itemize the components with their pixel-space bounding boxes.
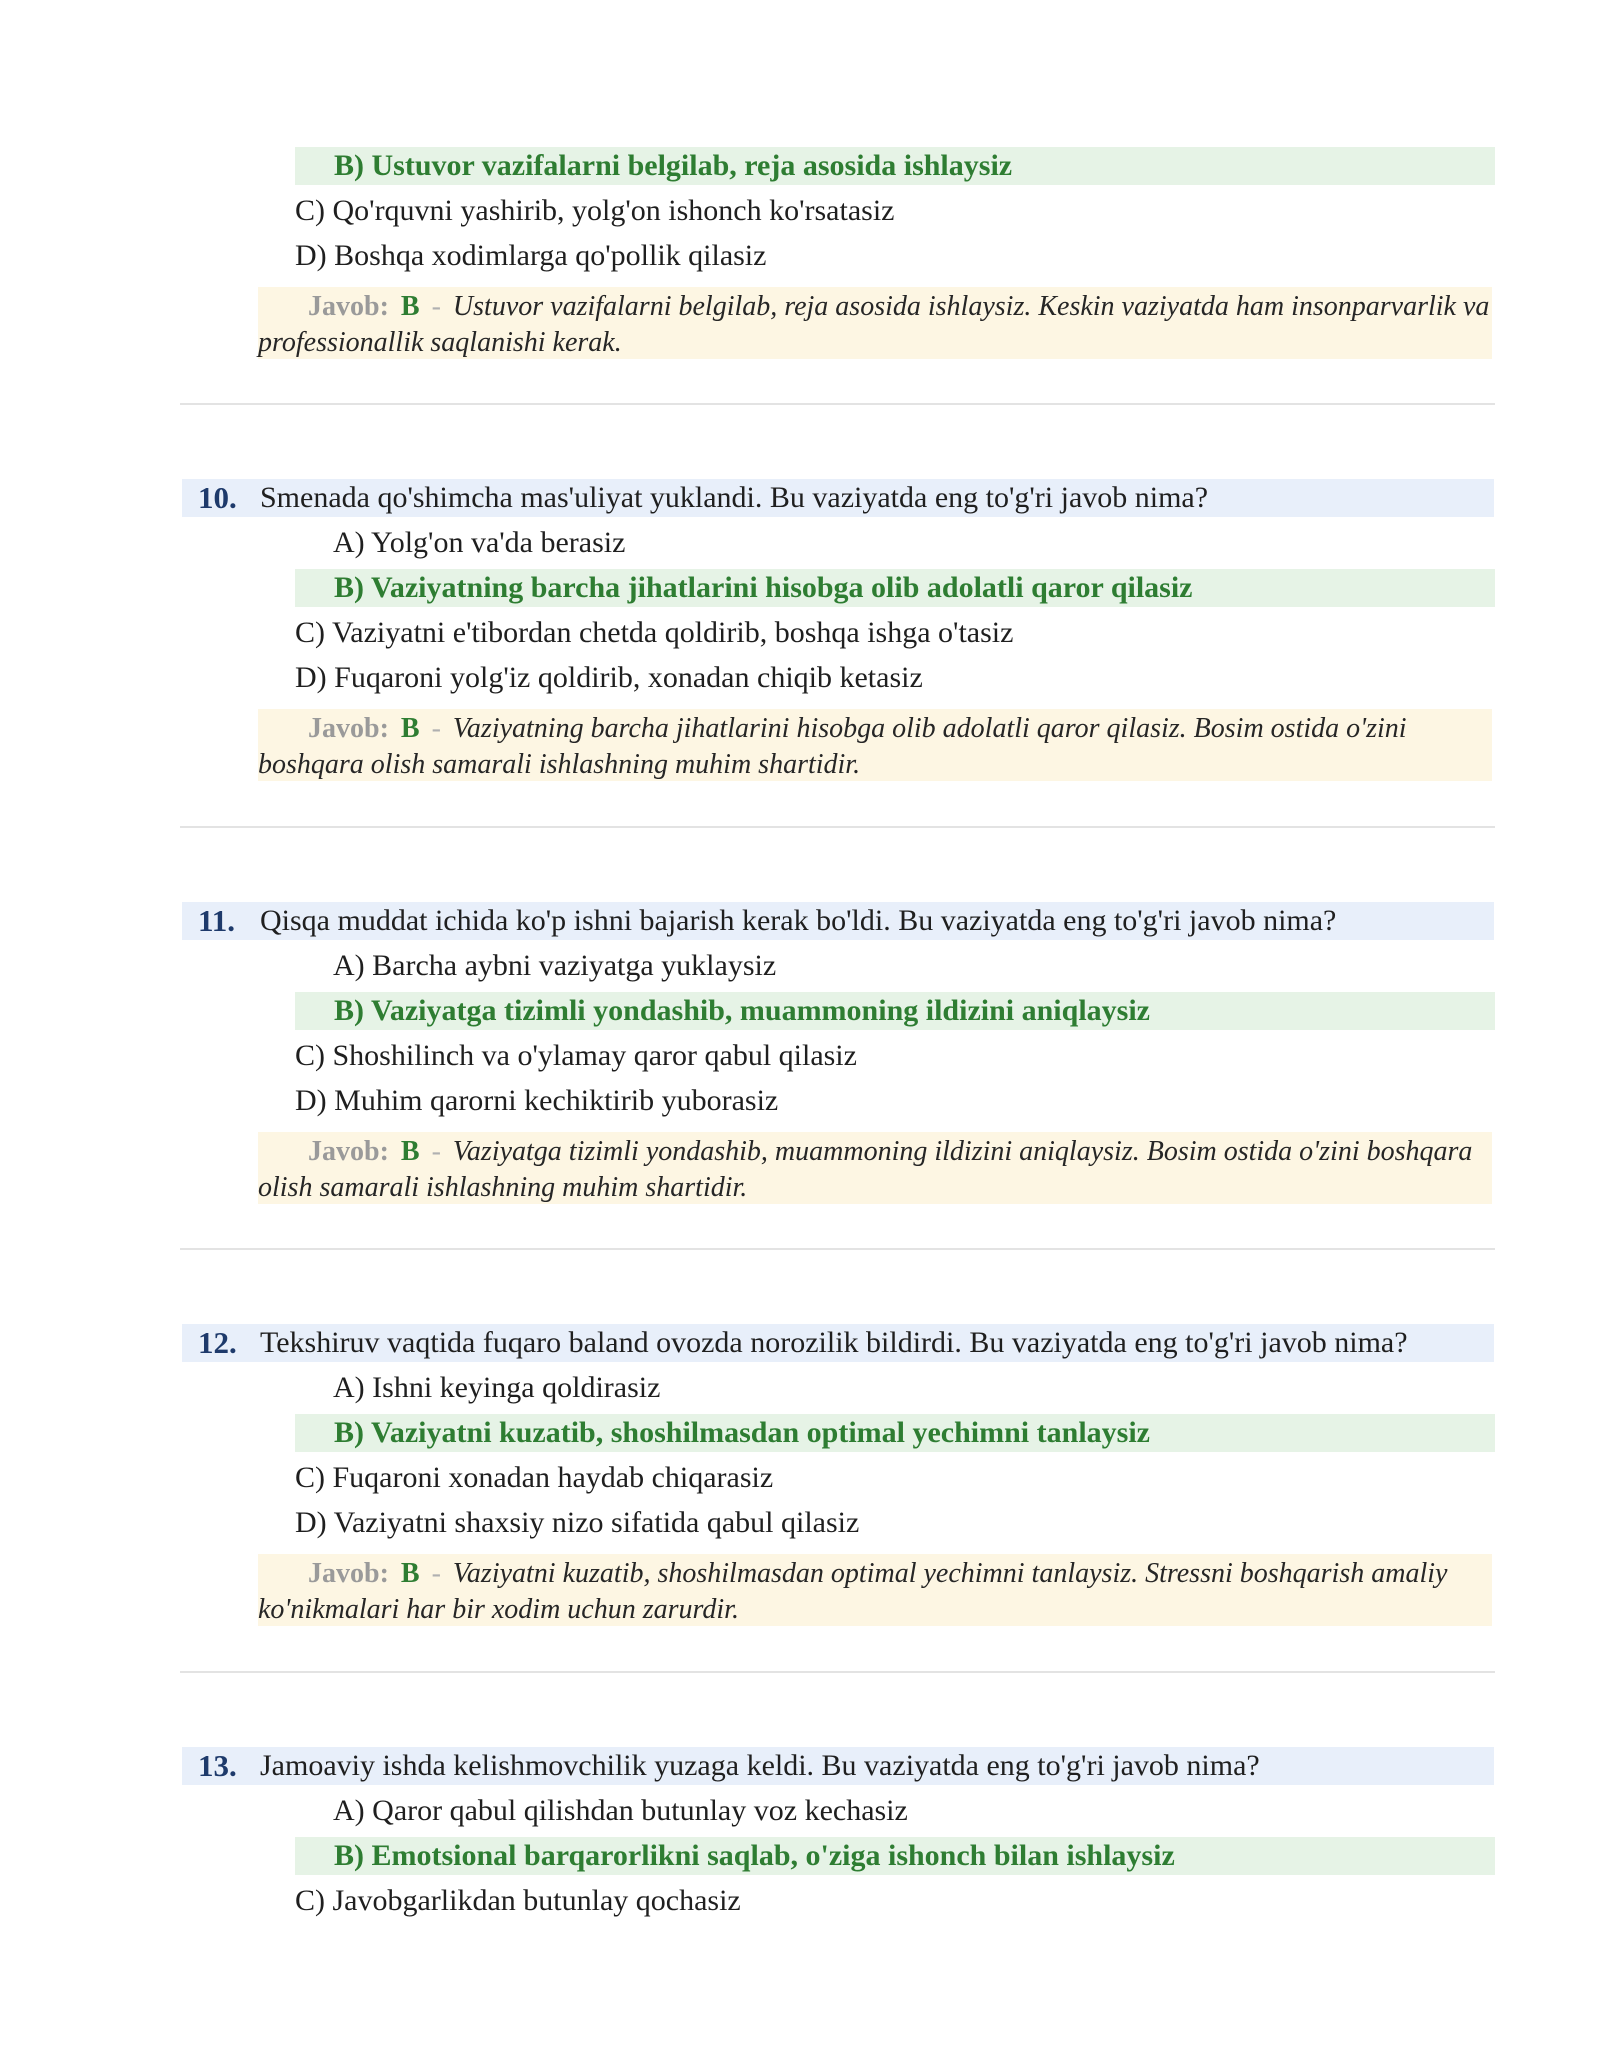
answer-dash: - [431,713,441,744]
answer-letter: B [400,1136,420,1167]
answer-dash: - [431,1136,441,1167]
answer-dash: - [431,1558,441,1589]
answer-explanation: Vaziyatning barcha jihatlarini hisobga olib adolatli qaror qilasiz. Bosim ostida o'zini boshqara olish samarali ishlashning muhim shartidir. [258,713,1407,780]
question-10 [182,479,1494,517]
answer-letter: B [400,291,420,322]
q10-option-b-correct: B) Vaziyatning barcha jihatlarini hisobga olib adolatli qaror qilasiz [295,569,1495,607]
q10-option-d: D) Fuqaroni yolg'iz qoldirib, xonadan chiqib ketasiz [295,661,923,694]
q13-option-a: A) Qaror qabul qilishdan butunlay voz kechasiz [333,1794,908,1827]
q12-option-b-correct: B) Vaziyatni kuzatib, shoshilmasdan optimal yechimni tanlaysiz [295,1414,1495,1452]
q11-option-b-correct: B) Vaziyatga tizimli yondashib, muammoning ildizini aniqlaysiz [295,992,1495,1030]
q12-option-c: C) Fuqaroni xonadan haydab chiqarasiz [295,1461,774,1494]
question-number: 10. [198,480,237,515]
answer-dash: - [431,291,441,322]
q11-option-c: C) Shoshilinch va o'ylamay qaror qabul qilasiz [295,1039,857,1072]
q12-answer-box [258,1554,1492,1626]
q9-option-b-correct: B) Ustuvor vazifalarni belgilab, reja asosida ishlaysiz [295,147,1495,185]
question-11 [182,902,1494,940]
q11-answer-box [258,1132,1492,1204]
answer-label: Javob: [308,1558,389,1589]
divider [180,1671,1495,1673]
q12-option-a: A) Ishni keyinga qoldirasiz [333,1371,661,1404]
question-text: Smenada qo'shimcha mas'uliyat yuklandi. Bu vaziyatda eng to'g'ri javob nima? [260,481,1209,514]
answer-explanation: Vaziyatga tizimli yondashib, muammoning ildizini aniqlaysiz. Bosim ostida o'zini boshqara olish samarali ishlashning muhim shartidir. [258,1136,1473,1203]
question-text: Jamoaviy ishda kelishmovchilik yuzaga keldi. Bu vaziyatda eng to'g'ri javob nima? [260,1749,1260,1782]
question-13 [182,1747,1494,1785]
answer-label: Javob: [308,713,389,744]
q9-answer-box [258,287,1492,359]
question-text: Tekshiruv vaqtida fuqaro baland ovozda norozilik bildirdi. Bu vaziyatda eng to'g'ri javob nima? [260,1326,1408,1359]
divider [180,1248,1495,1250]
answer-label: Javob: [308,1136,389,1167]
answer-explanation: Vaziyatni kuzatib, shoshilmasdan optimal yechimni tanlaysiz. Stressni boshqarish amaliy ko'nikmalari har bir xodim uchun zarurdir. [258,1558,1448,1625]
question-text: Qisqa muddat ichida ko'p ishni bajarish kerak bo'ldi. Bu vaziyatda eng to'g'ri javob nima? [260,904,1337,937]
q13-option-c: C) Javobgarlikdan butunlay qochasiz [295,1884,741,1917]
question-12 [182,1324,1494,1362]
answer-letter: B [400,1558,420,1589]
divider [180,403,1495,405]
question-number: 13. [198,1748,237,1783]
question-number: 11. [198,903,236,938]
q9-option-d: D) Boshqa xodimlarga qo'pollik qilasiz [295,239,767,272]
q13-option-b-correct: B) Emotsional barqarorlikni saqlab, o'ziga ishonch bilan ishlaysiz [295,1837,1495,1875]
question-number: 12. [198,1325,237,1360]
divider [180,826,1495,828]
answer-explanation: Ustuvor vazifalarni belgilab, reja asosida ishlaysiz. Keskin vaziyatda ham insonparvarlik va professionallik saqlanishi kerak. [258,291,1490,358]
q12-option-d: D) Vaziyatni shaxsiy nizo sifatida qabul qilasiz [295,1506,860,1539]
q11-option-d: D) Muhim qarorni kechiktirib yuborasiz [295,1084,779,1117]
q9-option-c: C) Qo'rquvni yashirib, yolg'on ishonch ko'rsatasiz [295,194,895,227]
answer-letter: B [400,713,420,744]
q10-option-a: A) Yolg'on va'da berasiz [333,526,626,559]
q11-option-a: A) Barcha aybni vaziyatga yuklaysiz [333,949,777,982]
q10-answer-box [258,709,1492,781]
q10-option-c: C) Vaziyatni e'tibordan chetda qoldirib, boshqa ishga o'tasiz [295,616,1014,649]
answer-label: Javob: [308,291,389,322]
